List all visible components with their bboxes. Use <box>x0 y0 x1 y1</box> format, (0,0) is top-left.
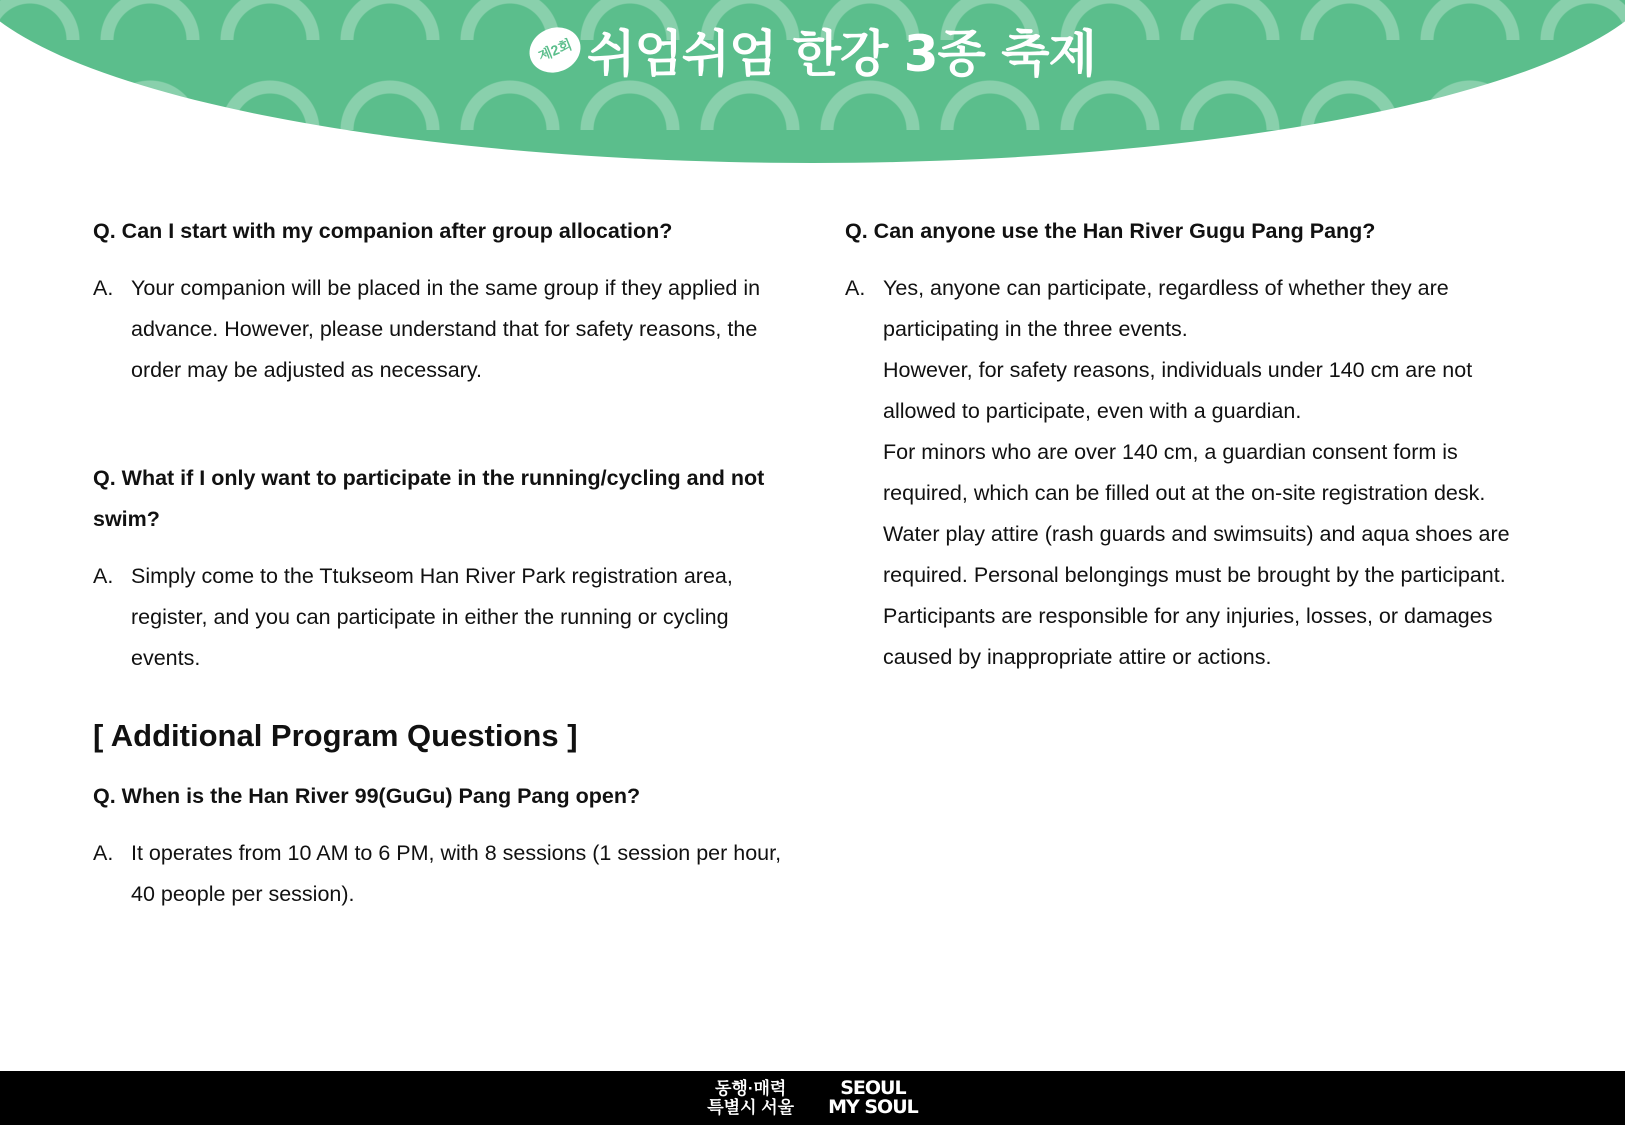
faq-answer <box>845 268 1545 678</box>
faq-item-opening-hours <box>93 776 793 915</box>
faq-question: Q. Can I start with my companion after group allocation? <box>93 219 673 243</box>
answer-paragraph: Water play attire (rash guards and swimsuits) and aqua shoes are required. Personal belongings must be brought by the participant. <box>883 522 1510 587</box>
left-column <box>93 211 793 915</box>
faq-question: Q. When is the Han River 99(GuGu) Pang Pang open? <box>93 784 641 808</box>
edition-badge: 제2회 <box>523 20 588 80</box>
faq-question: Q. Can anyone use the Han River Gugu Pang Pang? <box>845 219 1376 243</box>
faq-question: Q. What if I only want to participate in the running/cycling and not swim? <box>93 466 765 531</box>
faq-item-companion <box>93 211 793 391</box>
right-column <box>845 211 1545 678</box>
answer-text: Simply come to the Ttukseom Han River Park registration area, register, and you can participate in either the running or cycling events. <box>131 564 733 670</box>
answer-marker: A. <box>845 276 866 300</box>
answer-marker: A. <box>93 841 114 865</box>
faq-answer <box>93 268 793 391</box>
seoul-city-slogan-logo: 동행·매력 특별시 서울 <box>707 1079 795 1117</box>
answer-text: Your companion will be placed in the same group if they applied in advance. However, please understand that for safety reasons, the order may be adjusted as necessary. <box>131 276 761 382</box>
festival-title-group <box>0 14 1625 86</box>
answer-paragraph: For minors who are over 140 cm, a guardian consent form is required, which can be filled out at the on-site registration desk. <box>883 440 1486 505</box>
answer-marker: A. <box>93 276 114 300</box>
answer-marker: A. <box>93 564 114 588</box>
answer-paragraph: Participants are responsible for any injuries, losses, or damages caused by inappropriate attire or actions. <box>883 604 1493 669</box>
section-title-additional-programs: [ Additional Program Questions ] <box>93 718 578 753</box>
seoul-my-soul-logo: SEOUL MY SOUL <box>828 1077 918 1118</box>
faq-answer <box>93 556 793 679</box>
footer-bar <box>0 1071 1625 1125</box>
faq-item-running-cycling <box>93 458 793 679</box>
faq-answer <box>93 833 793 915</box>
answer-text: It operates from 10 AM to 6 PM, with 8 sessions (1 session per hour, 40 people per session). <box>131 841 782 906</box>
answer-paragraph: Yes, anyone can participate, regardless of whether they are participating in the three events. <box>883 276 1449 341</box>
faq-item-who-can-use <box>845 211 1545 678</box>
festival-title: 쉬엄쉬엄 한강 3종 축제 <box>587 25 1096 83</box>
answer-paragraph: However, for safety reasons, individuals under 140 cm are not allowed to participate, even with a guardian. <box>883 358 1473 423</box>
